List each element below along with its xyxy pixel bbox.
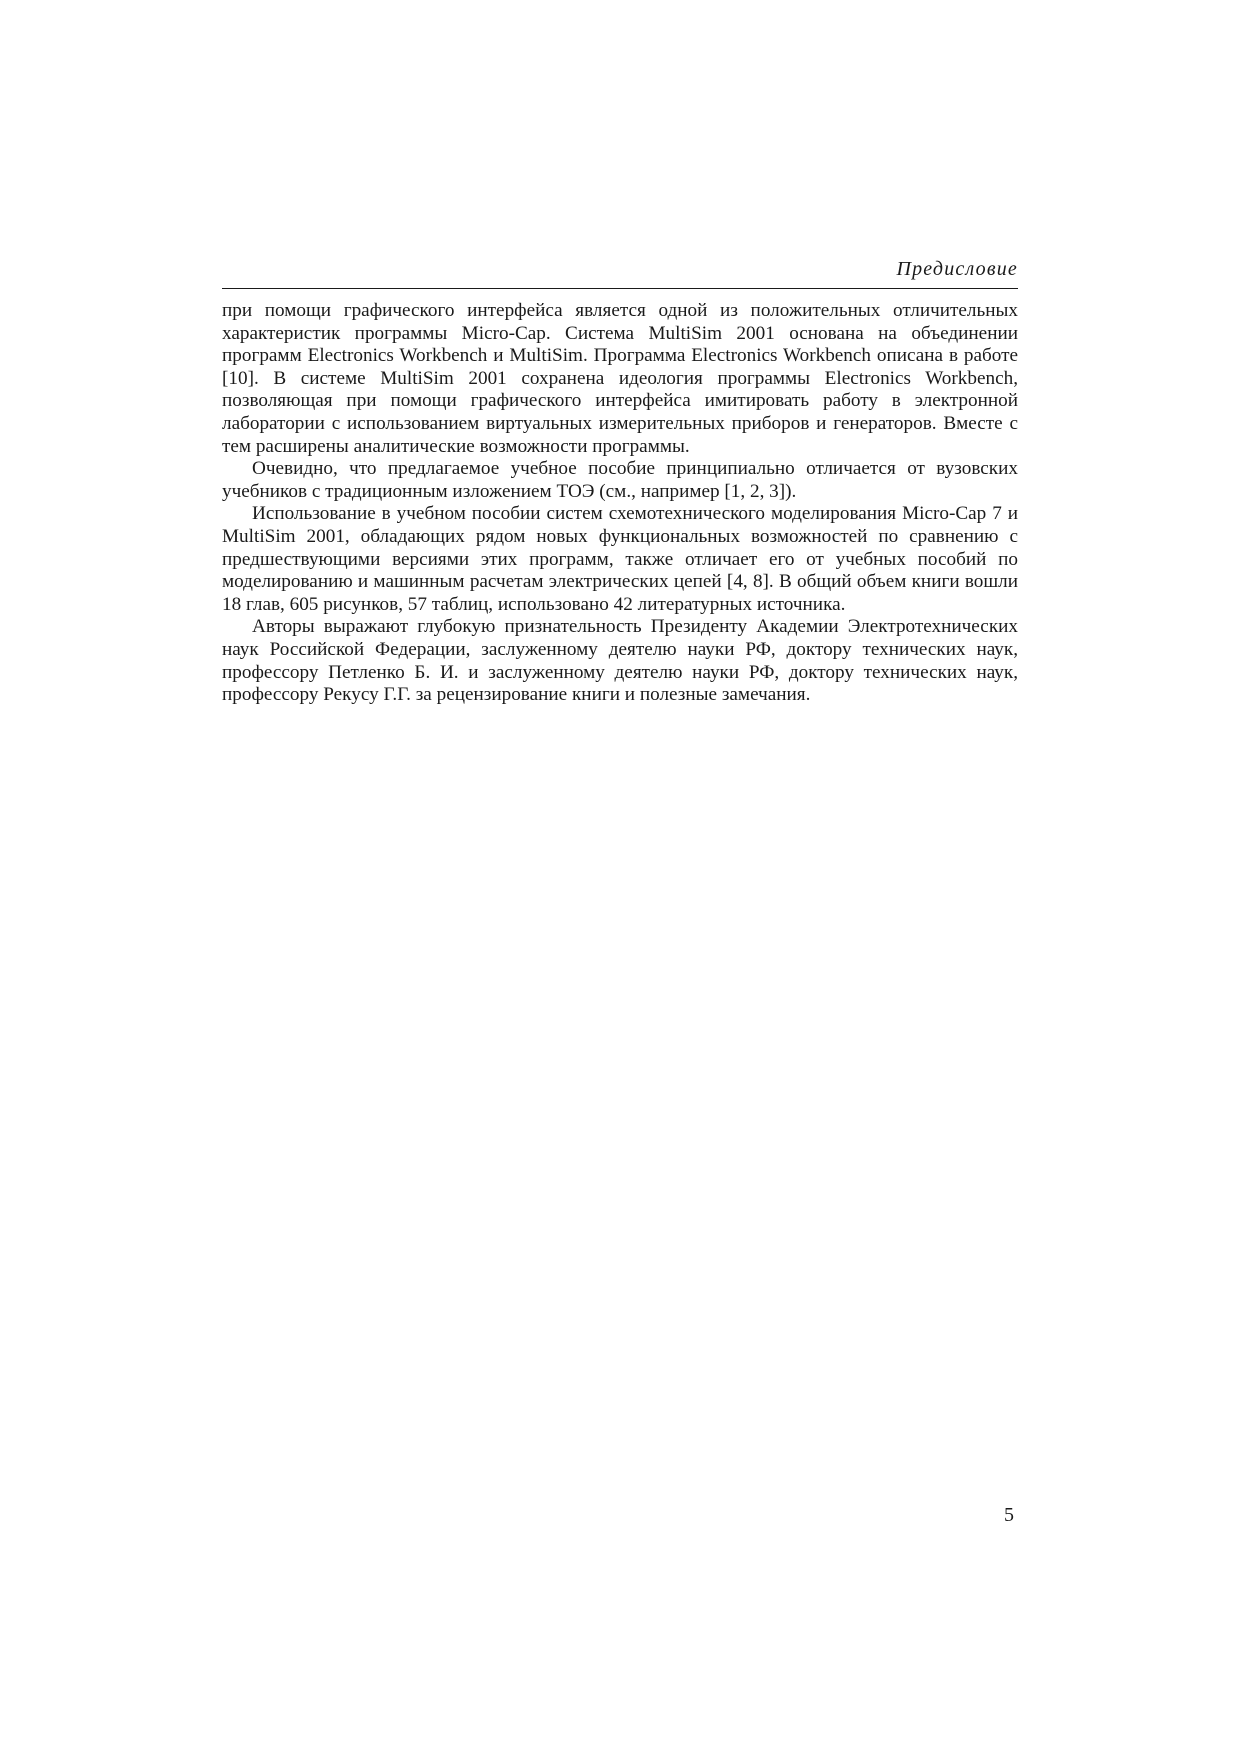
paragraph-acknowledgements: Авторы выражают глубокую признательность Президенту Академии Электротехнических наук Российской Федерации, заслуженному деятелю науки РФ, доктору технических наук, профессору Петленко Б. И. и заслуженному деятелю науки РФ, доктору технических наук, профессору Рекусу Г.Г. за рецензирование книги и полезные замечания. xyxy=(222,616,1018,706)
running-head xyxy=(222,256,1018,289)
running-head-title: Предисловие xyxy=(896,258,1018,280)
paragraph-simulation-systems: Использование в учебном пособии систем схемотехнического моделирования Micro-Cap 7 и MultiSim 2001, обладающих рядом новых функциональных возможностей по сравнению с предшествующими версиями этих программ, также отличает его от учебных пособий по моделированию и машинным расчетам электрических цепей [4, 8]. В общий объем книги вошли 18 глав, 605 рисунков, 57 таблиц, использовано 42 литературных источника. xyxy=(222,503,1018,615)
paragraph-textbook-difference: Очевидно, что предлагаемое учебное пособие принципиально отличается от вузовских учебников с традиционным изложением ТОЭ (см., например [1, 2, 3]). xyxy=(222,458,1018,502)
body-text xyxy=(222,300,1018,707)
page-number: 5 xyxy=(1004,1504,1014,1526)
paragraph-continued: при помощи графического интерфейса является одной из положительных отличительных характеристик программы Micro-Cap. Система MultiSim 2001 основана на объединении программ Electronics Workbench и MultiSim. Программа Electronics Workbench описана в работе [10]. В системе MultiSim 2001 сохранена идеология программы Electronics Workbench, позволяющая при помощи графического интерфейса имитировать работу в электронной лаборатории с использованием виртуальных измерительных приборов и генераторов. Вместе с тем расширены аналитические возможности программы. xyxy=(222,300,1018,457)
